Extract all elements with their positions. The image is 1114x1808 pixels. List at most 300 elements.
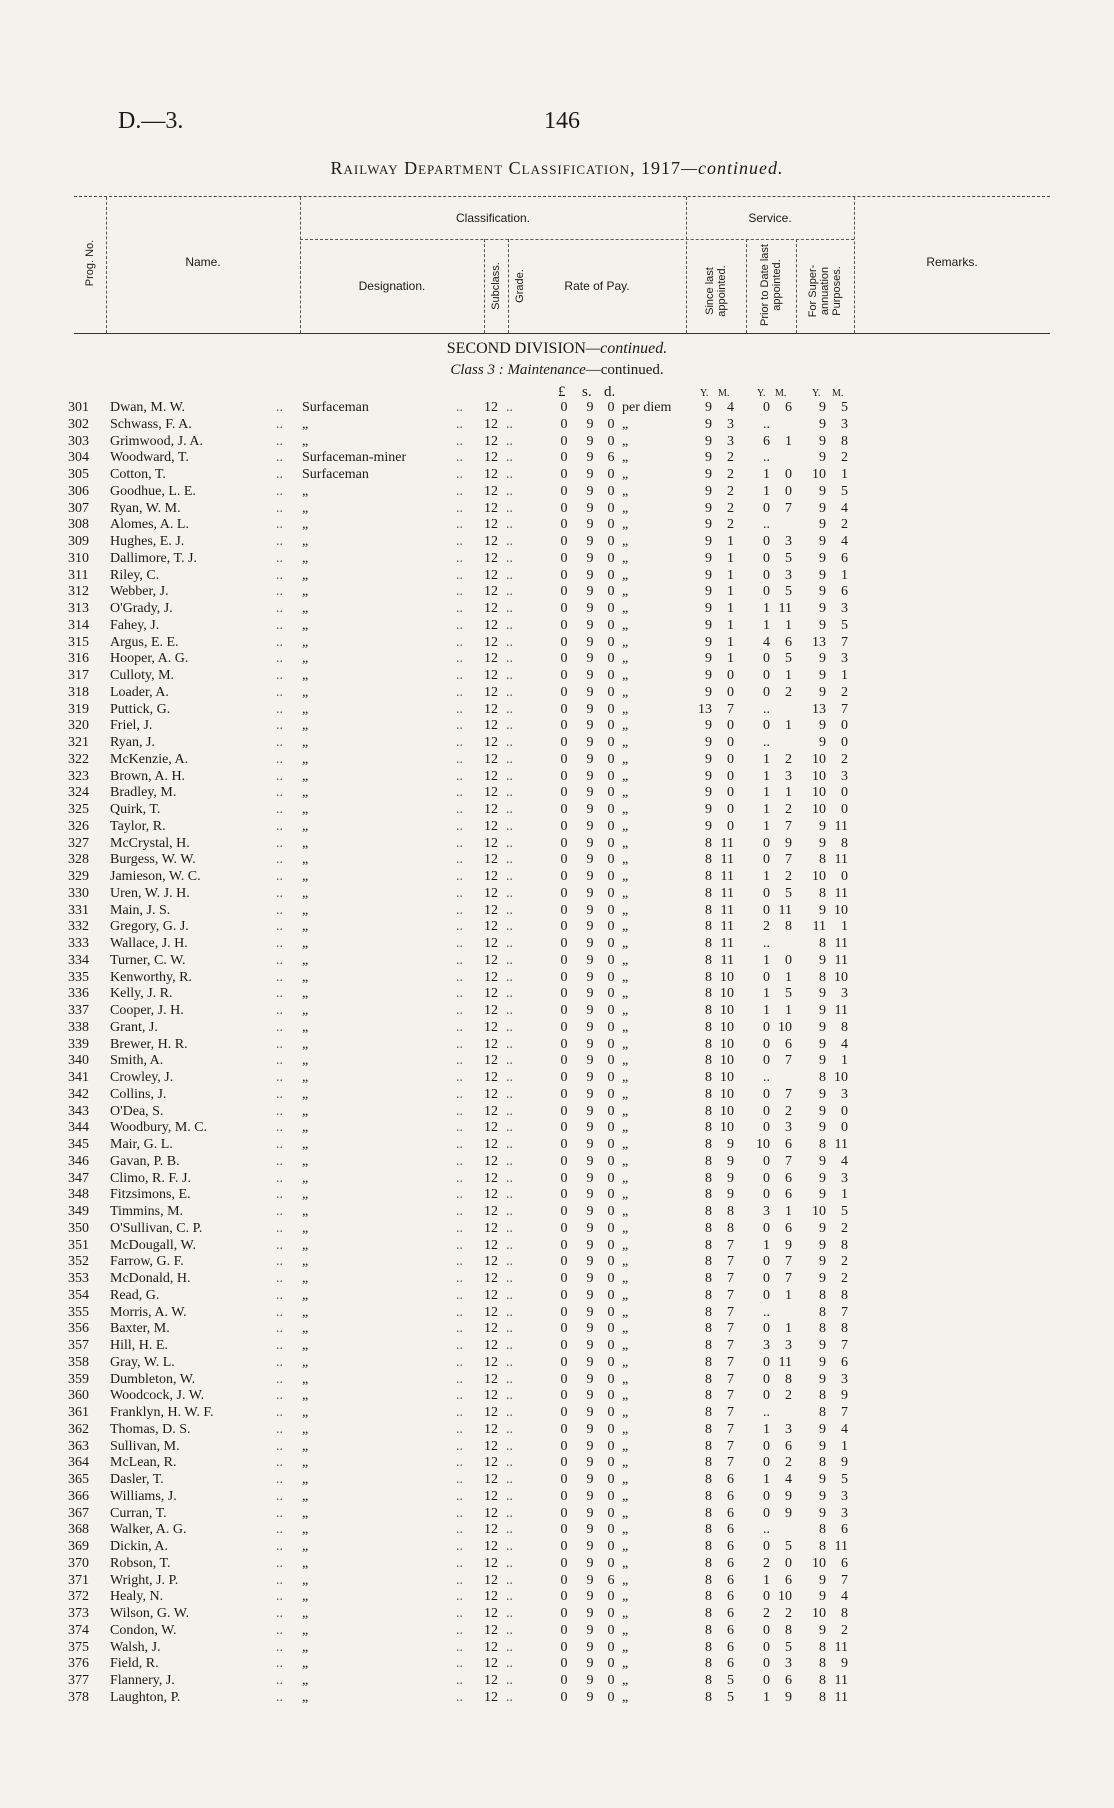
super-months: 3 (841, 1371, 848, 1387)
prog-no: 335 (68, 969, 89, 985)
rate-pence: 0 (607, 416, 615, 432)
leader-dots: .. (506, 919, 513, 935)
rate-shillings: 9 (586, 885, 594, 901)
leader-dots: .. (456, 601, 463, 616)
prog-no: 317 (68, 668, 89, 683)
leader-dots: .. (506, 1153, 513, 1169)
leader-dots: .. (276, 433, 283, 449)
subclass: 12 (484, 1170, 498, 1186)
since-years: 8 (705, 1354, 712, 1370)
leader-dots: .. (506, 1656, 513, 1672)
super-years: 9 (819, 1103, 826, 1119)
unit-super-years: Y. (812, 388, 821, 399)
prior-months: 5 (785, 550, 792, 566)
since-years: 9 (705, 433, 712, 449)
leader-dots: .. (276, 1254, 283, 1270)
leader-dots: .. (276, 400, 283, 415)
rate-shillings: 9 (586, 1455, 594, 1471)
leader-dots: .. (276, 668, 283, 683)
employee-name: McDougall, W. (110, 1237, 196, 1253)
prior-months: 6 (785, 1036, 792, 1052)
rate-pence: 0 (607, 869, 615, 884)
rate-shillings: 9 (586, 567, 594, 583)
rate-period: „ (622, 1304, 629, 1320)
leader-dots: .. (456, 902, 463, 918)
designation: „ (302, 1120, 309, 1136)
rate-shillings: 9 (586, 433, 594, 449)
rate-shillings: 9 (586, 1522, 594, 1538)
since-months: 11 (720, 885, 734, 901)
leader-dots: .. (456, 802, 463, 817)
since-years: 8 (705, 1304, 712, 1320)
prior-years: 0 (763, 969, 770, 985)
prog-no: 364 (68, 1455, 89, 1471)
subclass: 12 (484, 1036, 498, 1052)
super-years: 10 (812, 785, 826, 801)
designation: „ (302, 567, 309, 583)
since-months: 10 (720, 1053, 734, 1069)
leader-dots: .. (506, 735, 513, 750)
table-header (74, 196, 1050, 334)
rate-shillings: 9 (586, 802, 594, 817)
prior-years: 0 (763, 567, 770, 583)
rate-period: „ (622, 1656, 629, 1672)
prog-no: 350 (68, 1220, 89, 1236)
since-years: 8 (705, 1589, 712, 1605)
super-years: 9 (819, 1003, 826, 1018)
leader-dots: .. (506, 668, 513, 683)
prior-years: 1 (763, 818, 770, 834)
employee-name: Gregory, G. J. (110, 919, 189, 935)
super-years: 9 (819, 1505, 826, 1521)
subclass: 12 (484, 1338, 498, 1353)
designation: „ (302, 1656, 309, 1672)
designation: „ (302, 969, 309, 985)
table-row (0, 1238, 1114, 1253)
prior-years: 6 (763, 433, 770, 449)
table-row (0, 1104, 1114, 1119)
prog-no: 311 (68, 567, 89, 583)
designation: „ (302, 835, 309, 851)
since-years: 8 (705, 1505, 712, 1521)
leader-dots: .. (456, 1187, 463, 1203)
document-reference: D.—3. (118, 108, 184, 134)
rate-pence: 0 (607, 517, 615, 533)
leader-dots: .. (456, 1003, 463, 1018)
leader-dots: .. (506, 835, 513, 851)
designation: „ (302, 601, 309, 616)
prior-months: 1 (785, 668, 792, 683)
designation: „ (302, 1137, 309, 1152)
employee-name: Argus, E. E. (110, 634, 179, 650)
rate-period: „ (622, 952, 629, 968)
rate-pounds: 0 (560, 1187, 568, 1203)
super-years: 9 (819, 617, 826, 633)
subclass: 12 (484, 1656, 498, 1672)
unit-pence: d. (604, 384, 616, 400)
division-continued: —continued. (585, 340, 668, 357)
prog-no: 366 (68, 1488, 89, 1504)
leader-dots: .. (276, 534, 283, 549)
subclass: 12 (484, 1405, 498, 1420)
subclass: 12 (484, 1606, 498, 1621)
rate-pounds: 0 (560, 634, 568, 650)
unit-since-years: Y. (700, 388, 709, 399)
super-months: 3 (841, 416, 848, 432)
rate-pence: 0 (607, 735, 615, 750)
table-row (0, 702, 1114, 717)
rate-pounds: 0 (560, 517, 568, 533)
rate-period: „ (622, 1572, 629, 1588)
super-years: 9 (819, 1438, 826, 1454)
rate-period: „ (622, 1606, 629, 1621)
prior-months: 7 (785, 1254, 792, 1270)
super-months: 3 (841, 1488, 848, 1504)
subclass: 12 (484, 433, 498, 449)
leader-dots: .. (506, 1354, 513, 1370)
prior-months: 6 (785, 634, 792, 650)
rate-pounds: 0 (560, 835, 568, 851)
leader-dots: .. (456, 1321, 463, 1337)
since-years: 13 (698, 701, 712, 717)
since-months: 1 (727, 584, 734, 600)
since-months: 11 (720, 936, 734, 951)
since-years: 8 (705, 1438, 712, 1454)
table-row (0, 1556, 1114, 1571)
super-months: 8 (841, 1606, 848, 1621)
super-years: 9 (819, 668, 826, 683)
prior-months: 1 (785, 1287, 792, 1303)
super-months: 5 (841, 483, 848, 499)
rate-shillings: 9 (586, 1371, 594, 1387)
rate-pence: 6 (607, 1572, 615, 1588)
leader-dots: .. (276, 1371, 283, 1387)
leader-dots: .. (506, 1271, 513, 1286)
employee-name: Ryan, W. M. (110, 500, 181, 516)
table-row (0, 685, 1114, 700)
employee-name: Robson, T. (110, 1555, 171, 1571)
rate-shillings: 9 (586, 483, 594, 499)
prior-months: 3 (785, 534, 792, 549)
table-row (0, 1539, 1114, 1554)
leader-dots: .. (506, 1388, 513, 1404)
rate-shillings: 9 (586, 1589, 594, 1605)
rate-pounds: 0 (560, 534, 568, 549)
leader-dots: .. (276, 785, 283, 801)
prog-no: 309 (68, 534, 89, 549)
prog-no: 323 (68, 768, 89, 784)
since-years: 8 (705, 1187, 712, 1203)
table-row (0, 1003, 1114, 1018)
super-years: 9 (819, 1589, 826, 1605)
prog-no: 344 (68, 1120, 89, 1136)
prior-years: 0 (763, 1170, 770, 1186)
super-months: 0 (841, 718, 848, 734)
table-row (0, 1204, 1114, 1219)
subclass: 12 (484, 1287, 498, 1303)
prog-no: 374 (68, 1622, 89, 1638)
designation: „ (302, 433, 309, 449)
since-months: 9 (727, 1137, 734, 1152)
since-years: 8 (705, 1287, 712, 1303)
subclass: 12 (484, 467, 498, 482)
prior-months: 7 (785, 1153, 792, 1169)
employee-name: Climo, R. F. J. (110, 1170, 191, 1186)
super-months: 3 (841, 986, 848, 1002)
since-years: 9 (705, 751, 712, 767)
subclass: 12 (484, 818, 498, 834)
rate-period: „ (622, 1405, 629, 1420)
prog-no: 331 (68, 902, 89, 918)
rate-pounds: 0 (560, 1472, 568, 1487)
prior-months: 1 (785, 718, 792, 734)
since-months: 10 (720, 1019, 734, 1035)
rate-pence: 0 (607, 1187, 615, 1203)
super-months: 7 (841, 1338, 848, 1353)
subclass: 12 (484, 835, 498, 851)
super-months: 11 (834, 1003, 848, 1018)
prior-years: 0 (763, 1539, 770, 1554)
prior-years: 0 (763, 1019, 770, 1035)
prog-no: 376 (68, 1656, 89, 1672)
rate-period: „ (622, 818, 629, 834)
prior-months: 11 (778, 1354, 792, 1370)
employee-name: Brown, A. H. (110, 768, 186, 784)
rate-period: „ (622, 1220, 629, 1236)
prior-years: .. (763, 1405, 770, 1420)
since-months: 0 (727, 818, 734, 834)
since-months: 6 (727, 1606, 734, 1621)
designation: „ (302, 1472, 309, 1487)
rate-pounds: 0 (560, 500, 568, 516)
rate-pence: 0 (607, 651, 615, 667)
rate-pounds: 0 (560, 1321, 568, 1337)
rate-pounds: 0 (560, 869, 568, 884)
rate-shillings: 9 (586, 1204, 594, 1219)
since-months: 4 (727, 400, 734, 415)
rate-pounds: 0 (560, 818, 568, 834)
designation: „ (302, 1421, 309, 1437)
table-row (0, 1020, 1114, 1035)
since-years: 8 (705, 1086, 712, 1102)
rate-shillings: 9 (586, 818, 594, 834)
since-years: 8 (705, 1103, 712, 1119)
rate-period: „ (622, 1237, 629, 1253)
rate-period: „ (622, 550, 629, 566)
division-heading (0, 340, 1114, 358)
rate-shillings: 9 (586, 902, 594, 918)
leader-dots: .. (506, 1086, 513, 1102)
prior-years: 0 (763, 1187, 770, 1203)
since-months: 7 (727, 1271, 734, 1286)
prior-months: 3 (785, 1120, 792, 1136)
super-months: 3 (841, 1170, 848, 1186)
since-months: 6 (727, 1656, 734, 1672)
header-name: Name. (185, 255, 221, 269)
table-row (0, 769, 1114, 784)
table-row (0, 819, 1114, 834)
prog-no: 347 (68, 1170, 89, 1186)
prog-no: 346 (68, 1153, 89, 1169)
super-months: 9 (841, 1656, 848, 1672)
prog-no: 361 (68, 1405, 89, 1420)
leader-dots: .. (276, 1003, 283, 1018)
super-months: 1 (841, 1053, 848, 1069)
employee-name: McLean, R. (110, 1455, 177, 1471)
since-months: 7 (727, 1287, 734, 1303)
leader-dots: .. (506, 1036, 513, 1052)
leader-dots: .. (506, 1555, 513, 1571)
since-years: 8 (705, 869, 712, 884)
employee-name: Franklyn, H. W. F. (110, 1405, 214, 1420)
rate-period: „ (622, 1689, 629, 1705)
super-years: 10 (812, 869, 826, 884)
rate-shillings: 9 (586, 1673, 594, 1688)
employee-name: Mair, G. L. (110, 1137, 173, 1152)
employee-name: O'Sullivan, C. P. (110, 1220, 203, 1236)
rate-period: „ (622, 1438, 629, 1454)
leader-dots: .. (276, 651, 283, 667)
rate-pence: 0 (607, 1036, 615, 1052)
rate-pence: 0 (607, 902, 615, 918)
super-years: 9 (819, 1120, 826, 1136)
leader-dots: .. (506, 1170, 513, 1186)
prog-no: 332 (68, 919, 89, 935)
prior-years: 0 (763, 1036, 770, 1052)
since-months: 6 (727, 1572, 734, 1588)
rate-pence: 0 (607, 785, 615, 801)
since-months: 8 (727, 1220, 734, 1236)
super-months: 0 (841, 785, 848, 801)
rate-pence: 0 (607, 1438, 615, 1454)
class-name: Maintenance (507, 362, 586, 378)
prior-months: 1 (785, 969, 792, 985)
rate-pounds: 0 (560, 785, 568, 801)
since-months: 1 (727, 651, 734, 667)
prior-months: 10 (778, 1019, 792, 1035)
rate-period: per diem (622, 400, 672, 415)
leader-dots: .. (506, 902, 513, 918)
since-months: 1 (727, 617, 734, 633)
rate-period: „ (622, 1321, 629, 1337)
leader-dots: .. (506, 1572, 513, 1588)
leader-dots: .. (276, 818, 283, 834)
rate-pence: 0 (607, 1287, 615, 1303)
leader-dots: .. (276, 902, 283, 918)
designation: Surfaceman-miner (302, 450, 407, 466)
since-years: 8 (705, 1204, 712, 1219)
prior-years: .. (763, 517, 770, 533)
rate-pounds: 0 (560, 617, 568, 633)
super-months: 6 (841, 584, 848, 600)
subclass: 12 (484, 1639, 498, 1655)
table-row (0, 651, 1114, 666)
rate-period: „ (622, 969, 629, 985)
since-months: 7 (727, 1237, 734, 1253)
super-years: 10 (812, 1555, 826, 1571)
rate-pence: 0 (607, 852, 615, 868)
rate-shillings: 9 (586, 1438, 594, 1454)
leader-dots: .. (276, 936, 283, 951)
prior-months: 2 (785, 869, 792, 884)
rate-pence: 0 (607, 986, 615, 1002)
since-years: 8 (705, 1405, 712, 1420)
leader-dots: .. (506, 450, 513, 466)
leader-dots: .. (456, 818, 463, 834)
prog-no: 378 (68, 1689, 89, 1705)
leader-dots: .. (456, 869, 463, 884)
employee-name: McCrystal, H. (110, 835, 190, 851)
table-row (0, 551, 1114, 566)
prior-years: 0 (763, 1254, 770, 1270)
rate-pounds: 0 (560, 1254, 568, 1270)
prior-years: 1 (763, 467, 770, 482)
leader-dots: .. (456, 986, 463, 1002)
leader-dots: .. (506, 567, 513, 583)
prog-no: 305 (68, 467, 89, 482)
prior-years: 0 (763, 1287, 770, 1303)
prior-years: 1 (763, 483, 770, 499)
since-years: 9 (705, 802, 712, 817)
rate-shillings: 9 (586, 735, 594, 750)
leader-dots: .. (276, 1689, 283, 1705)
designation: „ (302, 751, 309, 767)
employee-name: Dallimore, T. J. (110, 550, 197, 566)
leader-dots: .. (506, 1522, 513, 1538)
employee-name: Curran, T. (110, 1505, 167, 1521)
rate-pence: 0 (607, 584, 615, 600)
leader-dots: .. (456, 1488, 463, 1504)
prior-months: 2 (785, 751, 792, 767)
since-years: 8 (705, 1137, 712, 1152)
leader-dots: .. (276, 450, 283, 466)
since-years: 8 (705, 1622, 712, 1638)
employee-name: Dwan, M. W. (110, 400, 186, 415)
designation: „ (302, 1220, 309, 1236)
leader-dots: .. (506, 1321, 513, 1337)
subclass: 12 (484, 517, 498, 533)
super-months: 1 (841, 467, 848, 482)
employee-name: Webber, J. (110, 584, 169, 600)
rate-shillings: 9 (586, 1137, 594, 1152)
super-years: 8 (819, 1455, 826, 1471)
super-years: 9 (819, 1237, 826, 1253)
prog-no: 315 (68, 634, 89, 650)
super-years: 8 (819, 1388, 826, 1404)
rate-period: „ (622, 517, 629, 533)
rate-period: „ (622, 651, 629, 667)
table-row (0, 785, 1114, 800)
super-years: 9 (819, 1622, 826, 1638)
prog-no: 372 (68, 1589, 89, 1605)
leader-dots: .. (276, 969, 283, 985)
rate-pounds: 0 (560, 1304, 568, 1320)
since-months: 10 (720, 1086, 734, 1102)
employee-name: Collins, J. (110, 1086, 167, 1102)
prior-months: 6 (785, 1572, 792, 1588)
rate-period: „ (622, 1522, 629, 1538)
prog-no: 301 (68, 400, 89, 415)
prior-years: 1 (763, 1472, 770, 1487)
leader-dots: .. (276, 952, 283, 968)
subclass: 12 (484, 869, 498, 884)
rate-shillings: 9 (586, 1304, 594, 1320)
page-title (0, 158, 1114, 179)
leader-dots: .. (506, 467, 513, 482)
designation: „ (302, 634, 309, 650)
since-years: 8 (705, 952, 712, 968)
table-row (0, 1673, 1114, 1688)
